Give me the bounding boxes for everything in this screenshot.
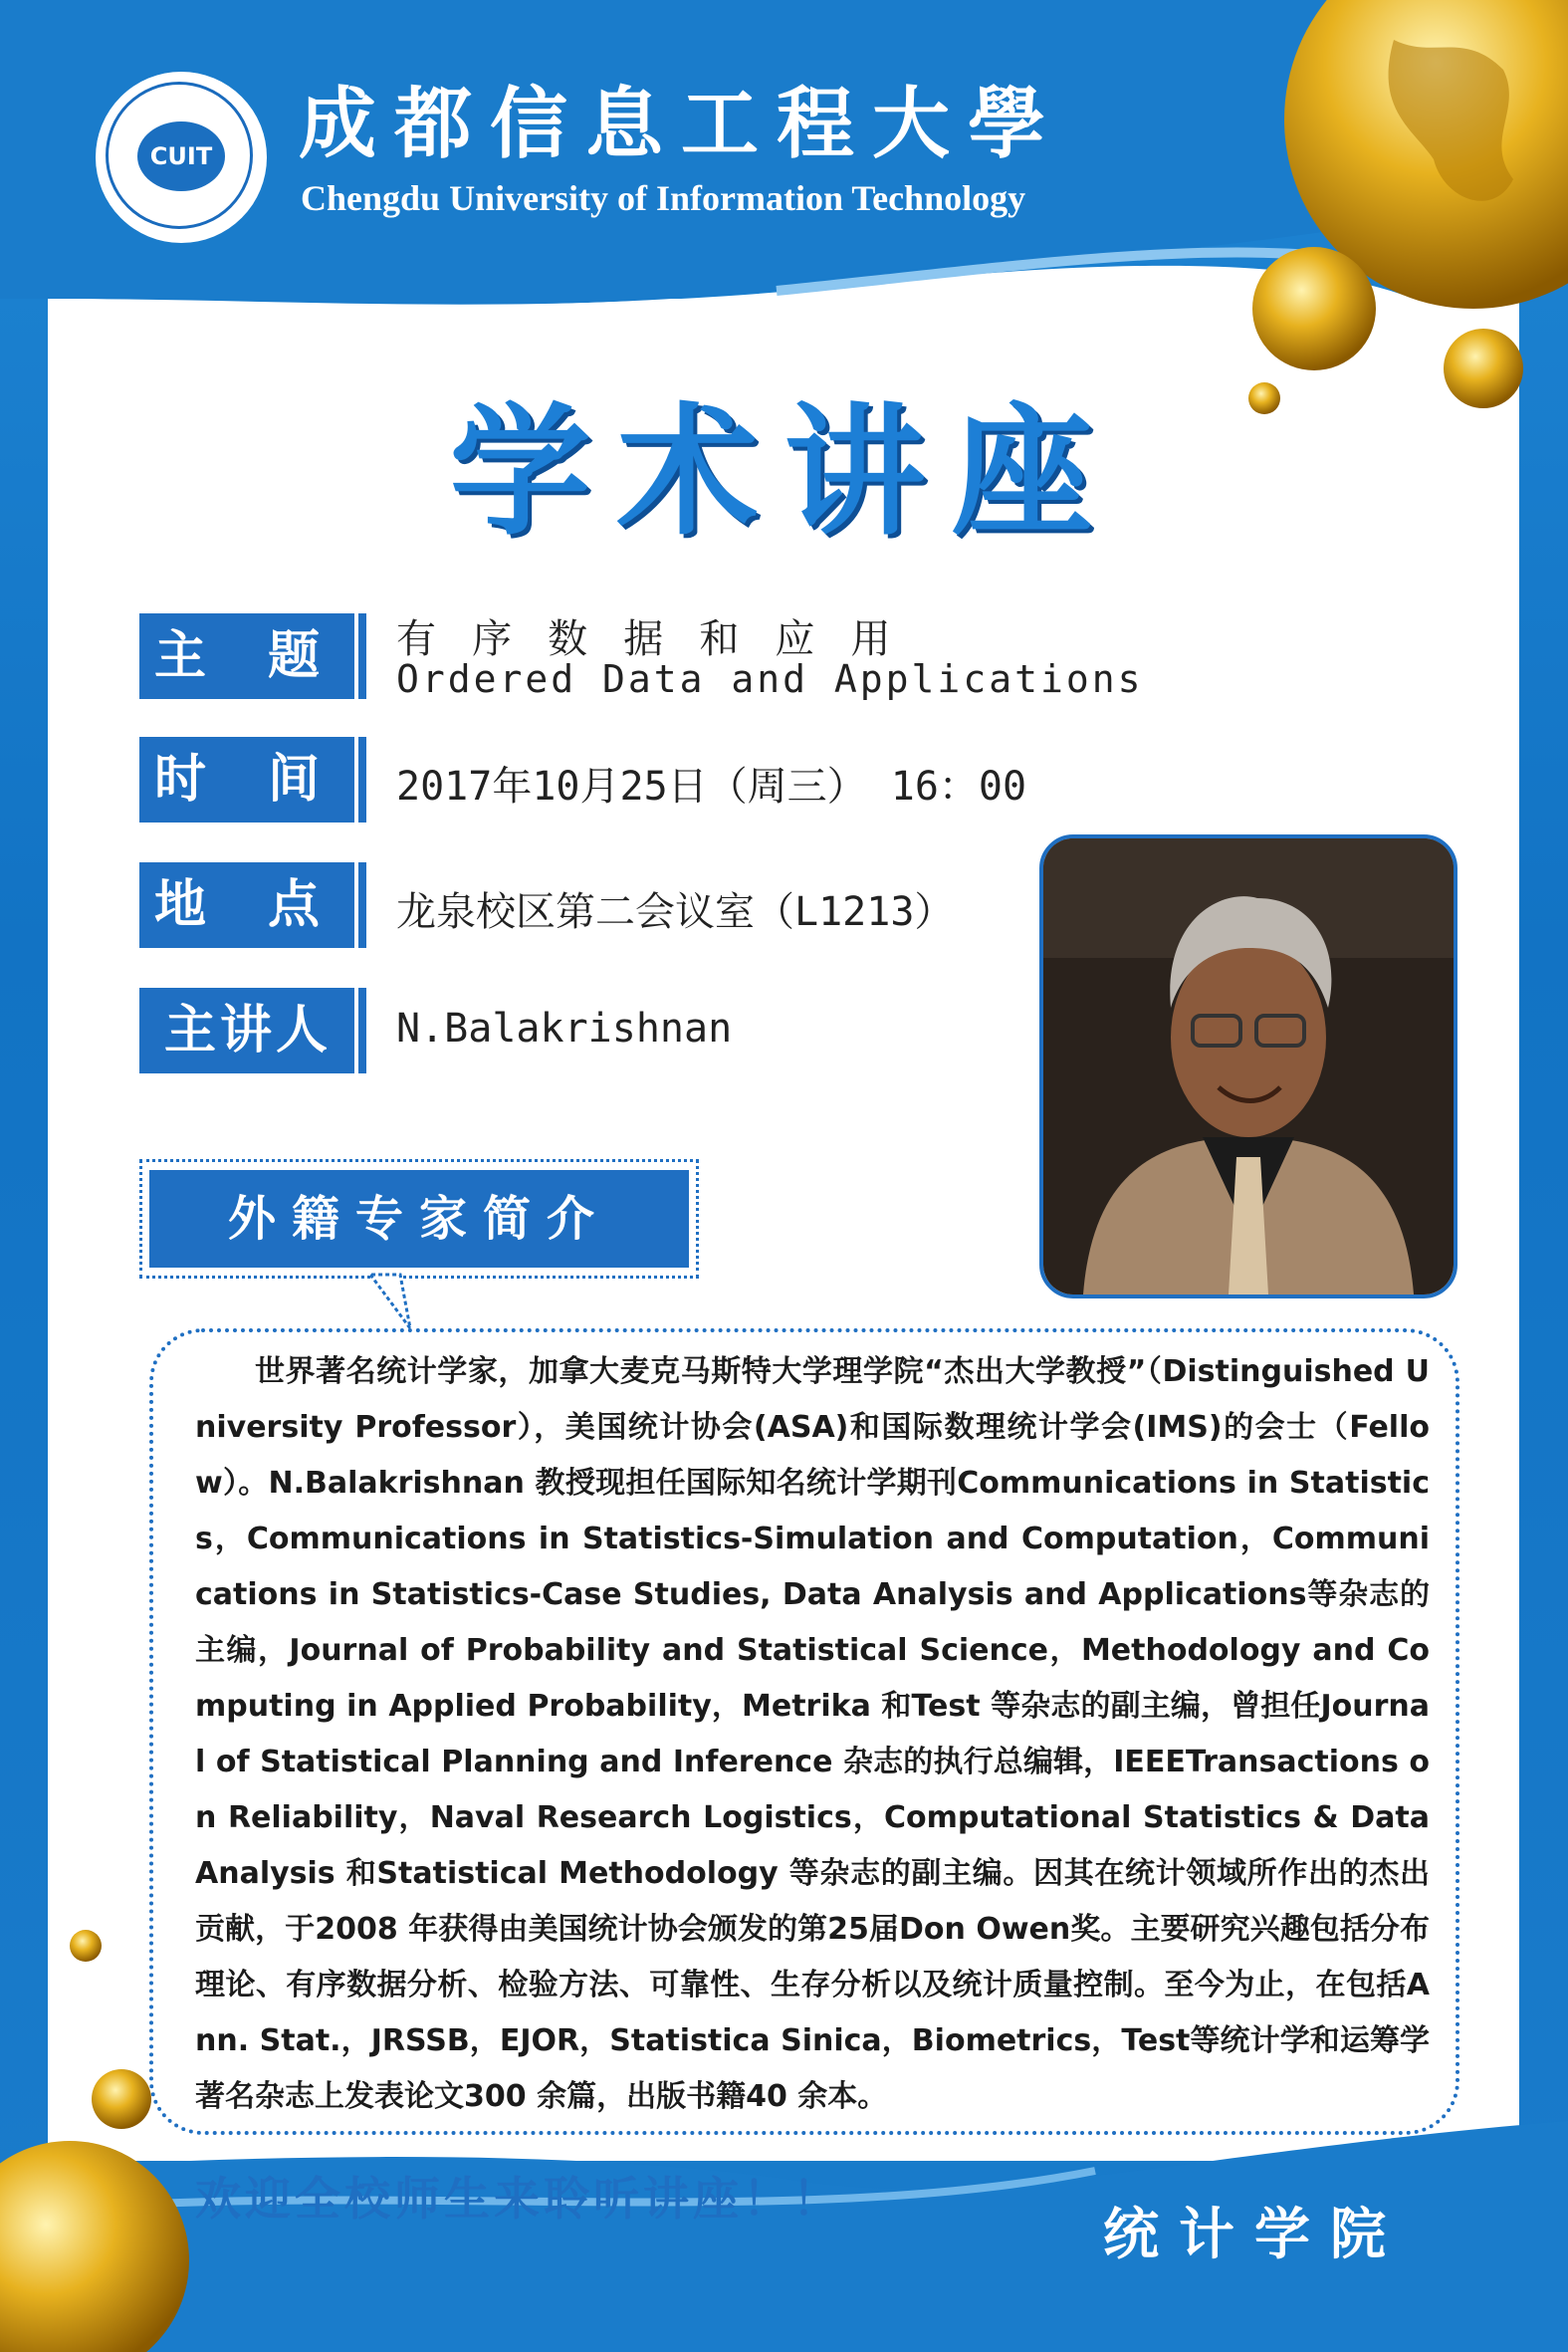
department-name: 统计学院 (1103, 2203, 1406, 2267)
topic-bar (354, 613, 366, 699)
gold-globe-decoration (1244, 0, 1568, 418)
location-value: 龙泉校区第二会议室（L1213） (396, 889, 955, 935)
bubble-pointer (370, 1265, 430, 1334)
topic-label: 主 题 (139, 613, 356, 699)
lecture-title: 学术讲座 (449, 390, 1119, 555)
speaker-portrait (1043, 838, 1454, 1294)
university-logo (96, 72, 267, 243)
time-value: 2017年10月25日（周三） 16：00 (396, 764, 1027, 810)
topic-value-en: Ordered Data and Applications (396, 657, 1144, 701)
time-label: 时 间 (139, 737, 356, 823)
speaker-bar (354, 988, 366, 1073)
topic-value-cn: 有 序 数 据 和 应 用 (396, 616, 897, 662)
welcome-message: 欢迎全校师生来聆听讲座！！ (195, 2172, 842, 2226)
intro-heading: 外籍专家简介 (149, 1170, 689, 1268)
speaker-label: 主讲人 (139, 988, 356, 1073)
logo-text: CUIT (137, 121, 225, 191)
university-name-en: Chengdu University of Information Technology (301, 178, 1026, 218)
time-bar (354, 737, 366, 823)
intro-text: 世界著名统计学家，加拿大麦克马斯特大学理学院“杰出大学教授”（Distinguished University Professor），美国统计协会(ASA)和国际数理统计学会(IMS)的会士（Fellow）。N.Balakrishnan 教授现担任国际知名统计学期刊Communications in Statistics，Communications in Statistics-Simulation and Computation，Communications in Statistics-Case Studies, Data Analysis and Applications等杂志的主编，Journal of Probability and Statistical Science，Methodology and Computing in Applied Probability，Metrika 和Test 等杂志的副主编，曾担任Journal of Statistical Planning and Inference 杂志的执行总编辑，IEEETransactions on Reliability，Naval Research Logistics，Computational Statistics & Data Analysis 和Statistical Methodology 等杂志的副主编。因其在统计领域所作出的杰出贡献，于2008 年获得由美国统计协会颁发的第25届Don Owen奖。主要研究兴趣包括分布理论、有序数据分析、检验方法、可靠性、生存分析以及统计质量控制。至今为止，在包括Ann. Stat.，JRSSB，EJOR，Statistica Sinica，Biometrics，Test等统计学和运筹学著名杂志上发表论文300 余篇，出版书籍40 余本。 (195, 1354, 1430, 2114)
speaker-value: N.Balakrishnan (396, 1006, 733, 1052)
location-label: 地 点 (139, 862, 356, 948)
speaker-photo (1039, 834, 1457, 1298)
university-name-cn: 成都信息工程大學 (299, 79, 1064, 169)
location-bar (354, 862, 366, 948)
